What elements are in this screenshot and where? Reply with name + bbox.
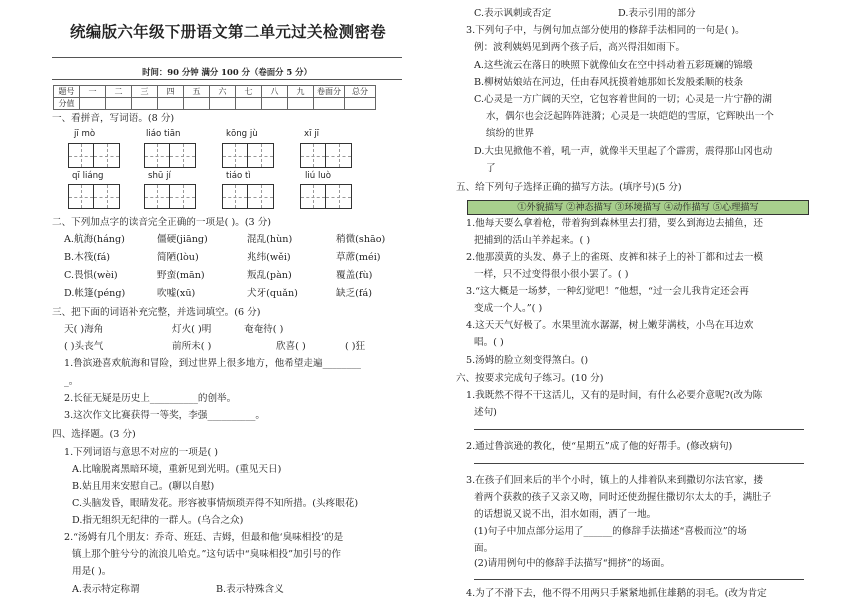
- question-text[interactable]: 唱。( ): [474, 337, 504, 348]
- score-cell: 八: [262, 86, 288, 98]
- question-text: 4.这天天气好极了。水果里流水潺潺，树上嫩芽满枝，小鸟在耳边欢: [466, 320, 754, 331]
- question-text: 镇上那个脏兮兮的流浪儿哈克。”这句话中“臭味相投”加引号的作: [72, 549, 341, 560]
- score-cell: 七: [236, 86, 262, 98]
- score-blank[interactable]: [80, 98, 106, 110]
- option-item[interactable]: B.姑且用来安慰自己。(聊以自慰): [72, 481, 215, 492]
- score-cell: 题号: [54, 86, 80, 98]
- option-item[interactable]: C.表示讽刺或否定: [474, 8, 552, 19]
- exam-meta: 时间：90 分钟 满分 100 分（卷面分 5 分）: [142, 67, 312, 77]
- question-text: 1.鲁滨逊喜欢航海和冒险，到过世界上很多地方，他希望走遍________: [64, 358, 361, 369]
- writing-grid[interactable]: [222, 184, 274, 209]
- score-cell: 九: [288, 86, 314, 98]
- option-item: 吹嘘(xū): [157, 288, 196, 299]
- question-text: 4.为了不滑下去，他不得不用两只手紧紧地抓住雄鹅的羽毛。(改为肯定: [466, 588, 767, 599]
- option-item[interactable]: A.航海(háng): [64, 234, 125, 245]
- score-blank[interactable]: [314, 98, 345, 110]
- question-text: (2)请用例句中的修辞手法描写“拥挤”的场面。: [474, 558, 671, 569]
- section5-heading: 五、给下列句子选择正确的描写方法。(填序号)(5 分): [456, 182, 682, 193]
- question-text: 1.我既然不得不干这活儿，又有的是时间，有什么必要介意呢?(改为陈: [466, 390, 763, 401]
- answer-line[interactable]: [474, 429, 804, 430]
- question-text: 1.他每天要么拿着枪，带着狗到森林里去打猎，要么到海边去捕鱼，还: [466, 218, 763, 229]
- option-item[interactable]: A.比喻脱离黑暗环境，重新见到光明。(重见天日): [72, 464, 282, 475]
- question-text: 3.在孩子们回来后的半个小时，镇上的人排着队来到撒切尔法官家，搂: [466, 475, 763, 486]
- question-text: (1)句子中加点部分运用了______的修辞手法描述“喜极而泣”的场: [474, 526, 747, 537]
- option-item[interactable]: A.这些流云在落日的映照下就像仙女在空中抖动着五彩斑斓的锦缎: [474, 60, 753, 71]
- question-text: 2.长征无疑是历史上__________的创举。: [64, 393, 237, 404]
- option-item[interactable]: C.头脑发昏，眼睛发花。形容被事情烦琐弄得不知所措。(头疼眼花): [72, 498, 359, 509]
- fill-word[interactable]: 奄奄待( ): [244, 324, 284, 335]
- option-item[interactable]: D.表示引用的部分: [618, 8, 696, 19]
- pinyin: xī jī: [304, 129, 319, 139]
- writing-grid[interactable]: [300, 143, 352, 168]
- example-text: 例：波利姨妈见到两个孩子后，高兴得泪如雨下。: [474, 42, 686, 53]
- option-item: 僵硬(jiāng): [157, 234, 208, 245]
- score-cell: 三: [132, 86, 158, 98]
- pinyin: qī liáng: [72, 171, 104, 181]
- score-cell: 四: [158, 86, 184, 98]
- option-item[interactable]: A.表示特定称谓: [72, 584, 140, 595]
- option-item: 缺乏(fá): [336, 288, 372, 299]
- score-cell: 五: [184, 86, 210, 98]
- description-method-options: ①外貌描写 ②神态描写 ③环境描写 ④动作描写 ⑤心理描写: [467, 200, 809, 215]
- question-text: 2.他那漠黄的头发、鼻子上的雀斑、皮裤和袜子上的补丁都和过去一模: [466, 252, 763, 263]
- option-item[interactable]: B.柳树姑娘站在河边，任由春风抚摸着她那如长发般柔顺的枝条: [474, 77, 744, 88]
- option-item: 犬牙(quǎn): [247, 288, 298, 299]
- section6-heading: 六、按要求完成句子练习。(10 分): [456, 373, 604, 384]
- score-cell: 一: [80, 86, 106, 98]
- question-text[interactable]: 变成一个人。”( ): [474, 303, 543, 314]
- option-item[interactable]: B.木筏(fá): [64, 252, 111, 263]
- score-blank[interactable]: [132, 98, 158, 110]
- score-blank[interactable]: [210, 98, 236, 110]
- fill-word[interactable]: 天( )海角: [64, 324, 104, 335]
- score-cell: 卷面分: [314, 86, 345, 98]
- pinyin: liú luò: [305, 171, 332, 181]
- score-cell: 总分: [345, 86, 376, 98]
- option-item[interactable]: C.畏惧(wèi): [64, 270, 118, 281]
- score-blank[interactable]: [106, 98, 132, 110]
- score-blank[interactable]: [158, 98, 184, 110]
- writing-grid[interactable]: [68, 143, 120, 168]
- score-blank[interactable]: [236, 98, 262, 110]
- score-blank[interactable]: [184, 98, 210, 110]
- option-item-cont: 缤纷的世界: [486, 128, 534, 139]
- question-text[interactable]: 把捕到的活山羊养起来。( ): [474, 235, 591, 246]
- question-text: 的话想说又说不出，泪水如雨，洒了一地。: [474, 509, 657, 520]
- option-item: 草蓆(méi): [336, 252, 381, 263]
- option-item: 简陋(lòu): [157, 252, 199, 263]
- section4-heading: 四、选择题。(3 分): [52, 429, 136, 440]
- option-item[interactable]: D.指无组织无纪律的一群人。(乌合之众): [72, 515, 244, 526]
- question-text: 1.下列词语与意思不对应的一项是( ): [64, 447, 219, 458]
- option-item[interactable]: C.心灵是一方广阔的天空，它包容着世间的一切；心灵是一片宁静的湖: [474, 94, 772, 105]
- score-table-header-row: [54, 86, 376, 98]
- option-item-cont: 水，偶尔也会泛起阵阵涟漪；心灵是一块皑皑的雪原，它辉映出一个: [486, 111, 774, 122]
- writing-grid[interactable]: [300, 184, 352, 209]
- score-cell: 二: [106, 86, 132, 98]
- section2-heading: 二、下列加点字的读音完全正确的一项是( )。(3 分): [52, 217, 272, 228]
- section3-heading: 三、把下面的词语补充完整，并选词填空。(6 分): [52, 307, 261, 318]
- option-item-cont: 了: [486, 163, 496, 174]
- question-text: 3.这次作文比赛获得一等奖，李强__________。: [64, 410, 266, 421]
- question-text[interactable]: 一样，只不过变得很小很小罢了。( ): [474, 269, 629, 280]
- fill-word[interactable]: ( )狂: [345, 341, 366, 352]
- question-text: 2.“汤姆有几个朋友：乔奇、班廷、吉姆，但最和他‘臭味相投’的是: [64, 532, 344, 543]
- option-item: 兆纬(wěi): [247, 252, 291, 263]
- section1-heading: 一、看拼音，写词语。(8 分): [52, 113, 175, 124]
- option-item: 混乱(hùn): [247, 234, 293, 245]
- score-blank[interactable]: [262, 98, 288, 110]
- pinyin: jī mò: [74, 129, 96, 139]
- question-text: _。: [64, 376, 79, 387]
- question-text: 2.通过鲁滨逊的教化，使“星期五”成了他的好帮手。(修改病句): [466, 441, 733, 452]
- writing-grid[interactable]: [144, 143, 196, 168]
- question-text: 3.下列句子中，与例句加点部分使用的修辞手法相同的一句是( )。: [466, 25, 745, 36]
- question-text: 着两个获救的孩子又亲又吻，同时还使劲握住撒切尔太太的手，满肚子: [474, 492, 772, 503]
- page-title: 统编版六年级下册语文第二单元过关检测密卷: [69, 22, 386, 41]
- fill-word[interactable]: 灯火( )明: [172, 324, 212, 335]
- option-item[interactable]: D.大虫见掀他不着，吼一声，就像半天里起了个霹雳，震得那山冈也动: [474, 146, 773, 157]
- title-rule-bottom: [52, 79, 402, 80]
- option-item[interactable]: D.帐篷(péng): [64, 288, 126, 299]
- score-table: [53, 85, 376, 110]
- question-text: 述句): [474, 407, 497, 418]
- score-blank[interactable]: [288, 98, 314, 110]
- question-text: 面。: [474, 543, 494, 554]
- writing-grid[interactable]: [68, 184, 120, 209]
- pinyin: kōng jù: [226, 129, 258, 139]
- fill-word[interactable]: 前所未( ): [172, 341, 212, 352]
- question-text: 3.“这大概是一场梦，一种幻觉吧！”他想，“过一会儿我肯定还会再: [466, 286, 749, 297]
- score-blank[interactable]: [345, 98, 376, 110]
- option-item: 叛乱(pàn): [247, 270, 292, 281]
- answer-line[interactable]: [474, 579, 804, 580]
- score-cell: 分值: [54, 98, 80, 110]
- option-item: 野蛮(mān): [157, 270, 205, 281]
- pinyin: shū jí: [148, 171, 171, 181]
- title-rule-top: [52, 57, 402, 58]
- pinyin: tiáo tì: [226, 171, 251, 181]
- writing-grid[interactable]: [144, 184, 196, 209]
- question-text[interactable]: 5.汤姆的脸立刻变得煞白。(): [466, 355, 589, 366]
- option-item[interactable]: B.表示特殊含义: [216, 584, 284, 595]
- option-item: 覆盖(fù): [336, 270, 373, 281]
- writing-grid[interactable]: [222, 143, 274, 168]
- score-cell: 六: [210, 86, 236, 98]
- score-table-value-row: [54, 98, 376, 110]
- pinyin: liáo tiān: [146, 129, 181, 139]
- fill-word[interactable]: ( )头丧气: [64, 341, 104, 352]
- option-item: 稍微(shāo): [336, 234, 386, 245]
- answer-line[interactable]: [474, 463, 804, 464]
- fill-word[interactable]: 欣喜( ): [276, 341, 306, 352]
- question-text: 用是( )。: [72, 566, 112, 577]
